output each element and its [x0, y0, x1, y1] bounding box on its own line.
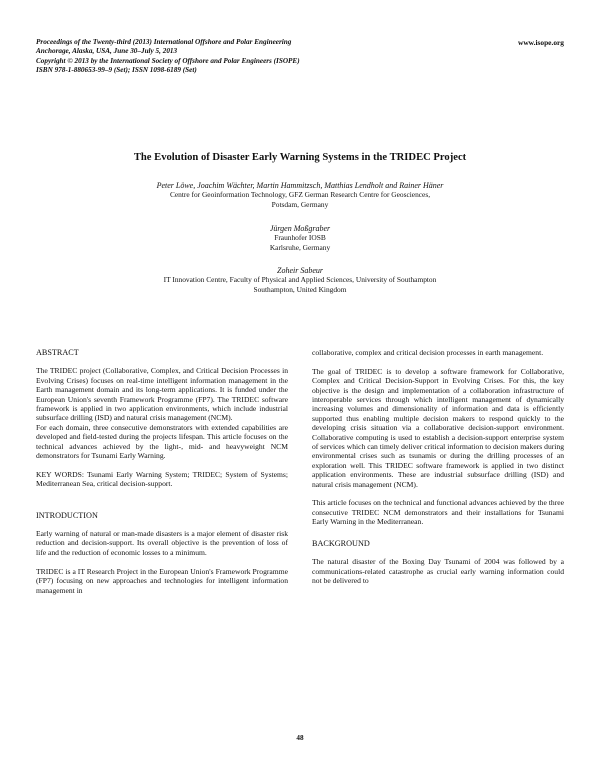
abstract-heading: ABSTRACT: [36, 348, 79, 357]
body-paragraph: The natural disaster of the Boxing Day Tsunami of 2004 was followed by a communications-related catastrophe as crucial early warning information could not be delivered to: [312, 557, 564, 585]
header-line: ISBN 978-1-880653-99–9 (Set); ISSN 1098-6189 (Set): [36, 66, 197, 75]
author-names: Jürgen Moßgraber: [269, 224, 331, 233]
header-line: Copyright © 2013 by the International Society of Offshore and Polar Engineers (ISOPE): [36, 56, 300, 65]
introduction-heading: INTRODUCTION: [36, 510, 98, 520]
keywords: KEY WORDS: Tsunami Early Warning System; TRIDEC; System of Systems; Mediterranean Sea, critical decision-support.: [36, 469, 288, 489]
page-number: 48: [296, 734, 304, 742]
author-block: [0, 181, 600, 209]
header-line: Anchorage, Alaska, USA, June 30–July 5, 2013: [36, 47, 178, 56]
introduction-paragraph: TRIDEC is a IT Research Project in the European Union's Framework Programme (FP7) focusing on new approaches and technologies for intelligent information management in: [36, 566, 288, 595]
paper-title: The Evolution of Disaster Early Warning Systems in the TRIDEC Project: [133, 152, 467, 163]
body-paragraph: This article focuses on the technical and functional advances achieved by the three consecutive TRIDEC NCM demonstrators and their installations for Tsunami Early Warning in the Mediterranean.: [312, 498, 564, 527]
affiliation-line: Karlsruhe, Germany: [269, 242, 331, 252]
author-block: [0, 266, 600, 294]
affiliation-line: Fraunhofer IOSB: [274, 233, 326, 243]
affiliation-line: Potsdam, Germany: [271, 199, 329, 209]
background-heading: BACKGROUND: [312, 538, 370, 548]
affiliation-line: Centre for Geoinformation Technology, GFZ German Research Centre for Geosciences,: [169, 190, 431, 200]
introduction-paragraph: Early warning of natural or man-made disasters is a major element of disaster risk reduction and decision-support. Its overall objective is the prevention of loss of life and the reduction of economic losses to a minimum.: [36, 529, 288, 557]
author-names: Zoheir Sabeur: [277, 266, 323, 275]
header-line: Proceedings of the Twenty-third (2013) International Offshore and Polar Engineering: [36, 38, 292, 46]
proceedings-header: [36, 38, 564, 76]
abstract-paragraph: For each domain, three consecutive demonstrators with extended capabilities are developed and field-tested during the projects lifespan. This article focuses on the technical advances achieved by the light-, mid- and heavyweight NCM demonstrators for Tsunami Early Warning.: [36, 422, 288, 461]
abstract-paragraph: The TRIDEC project (Collaborative, Complex, and Critical Decision Processes in Evolving Crises) focuses on real-time intelligent information management in the Earth management domain and its long-term applications. It is funded under the European Union's seventh Framework Programme (FP7). The TRIDEC software framework is applied in two application environments, which include industrial subsurface drilling (ISD) and natural crisis management (NCM).: [36, 366, 288, 423]
right-column: [312, 348, 564, 595]
left-column: [36, 348, 288, 604]
body-paragraph: The goal of TRIDEC is to develop a software framework for Collaborative, Complex and Critical Decision-Support in Evolving Crises. For this, the key objective is the design and implementation of a collaboration infrastructure of interoperable services through which intelligent management of dynamically increasing volumes and dimensionality of information and data is efficiently supported thus enabling multiple decision makers to respond quickly to the developing crisis situation via a collaborative decision-support environment. Collaborative computing is used to establish a decision-support enterprise system of services which can timely deliver critical information to decision makers during environmental crises such as tsunamis or during the drilling processes of an exploration well. This TRIDEC software framework is applied in two distinct application environments. These are industrial subsurface drilling (ISD) and natural crisis management (NCM).: [312, 366, 564, 489]
author-names: Peter Löwe, Joachim Wächter, Martin Hammitzsch, Matthias Lendholt and Rainer Häner: [156, 181, 444, 190]
author-block: [0, 224, 600, 252]
body-paragraph: collaborative, complex and critical decision processes in earth management.: [312, 348, 544, 357]
website-url: www.isope.org: [518, 38, 564, 47]
affiliation-line: IT Innovation Centre, Faculty of Physical and Applied Sciences, University of Southampton: [163, 275, 437, 285]
affiliation-line: Southampton, United Kingdom: [253, 284, 347, 294]
